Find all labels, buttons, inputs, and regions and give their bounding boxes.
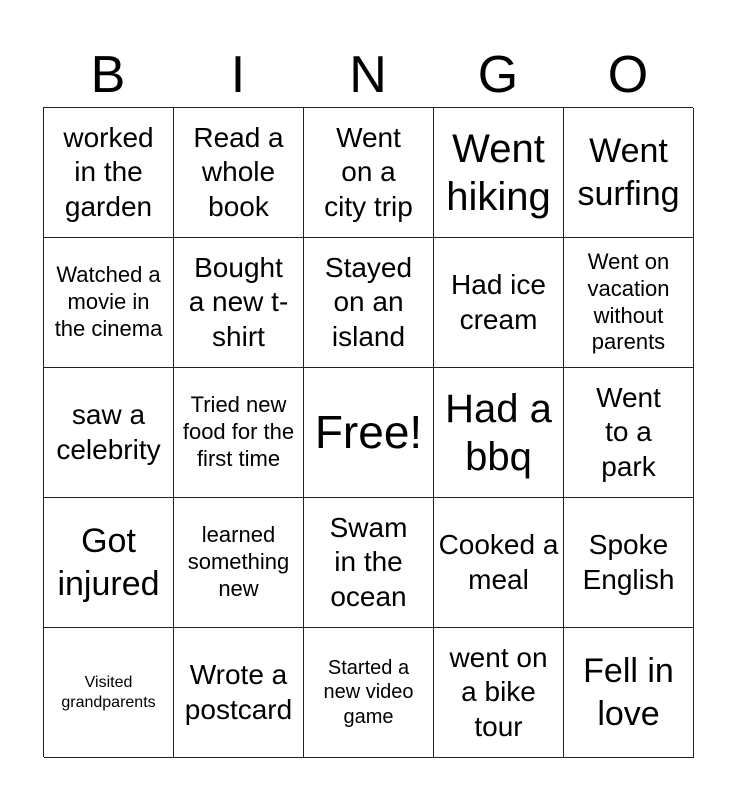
header-letter-i: I [230, 46, 246, 104]
cell-text: Went hiking [446, 126, 551, 219]
cell-text: Had a bbq [445, 386, 552, 479]
bingo-cell[interactable] [434, 108, 564, 238]
header-letter-n: N [349, 46, 387, 104]
cell-text: Went on a city trip [324, 122, 413, 222]
cell-text: Went on vacation without parents [587, 248, 670, 355]
header-letter-o: O [607, 46, 649, 104]
header-letter-b: B [90, 46, 126, 104]
cell-text: Went surfing [577, 132, 680, 213]
bingo-cell[interactable] [174, 238, 304, 368]
bingo-cell[interactable] [434, 238, 564, 368]
bingo-cell[interactable] [174, 108, 304, 238]
cell-text: Read a whole book [193, 122, 284, 222]
free-text: Free! [314, 406, 423, 459]
cell-text: Bought a new t-shirt [188, 252, 289, 352]
bingo-cell[interactable] [44, 238, 174, 368]
bingo-board [43, 107, 693, 757]
cell-text: Started a new video game [323, 656, 414, 728]
bingo-cell[interactable] [174, 628, 304, 758]
bingo-cell[interactable] [304, 238, 434, 368]
cell-text: Cooked a meal [438, 529, 559, 595]
bingo-cell[interactable] [304, 108, 434, 238]
bingo-cell[interactable] [564, 628, 694, 758]
free-space[interactable] [304, 368, 434, 498]
bingo-cell[interactable] [434, 628, 564, 758]
cell-text: Fell in love [583, 652, 674, 733]
bingo-cell[interactable] [44, 368, 174, 498]
cell-text: Swam in the ocean [329, 512, 408, 612]
cell-text: Spoke English [582, 529, 675, 595]
header-letter-g: G [477, 46, 519, 104]
cell-text: Got injured [57, 522, 160, 603]
bingo-cell[interactable] [434, 368, 564, 498]
cell-text: Visited grandparents [61, 673, 156, 711]
cell-text: learned something new [187, 522, 290, 601]
bingo-cell[interactable] [44, 498, 174, 628]
bingo-cell[interactable] [174, 368, 304, 498]
bingo-header [43, 44, 693, 106]
bingo-cell[interactable] [304, 628, 434, 758]
cell-text: Stayed on an island [324, 252, 413, 352]
bingo-cell[interactable] [564, 498, 694, 628]
bingo-cell[interactable] [564, 368, 694, 498]
cell-text: Had ice cream [451, 269, 546, 335]
bingo-cell[interactable] [564, 108, 694, 238]
cell-text: saw a celebrity [56, 399, 161, 465]
bingo-cell[interactable] [174, 498, 304, 628]
bingo-cell[interactable] [44, 108, 174, 238]
bingo-cell[interactable] [434, 498, 564, 628]
cell-text: Went to a park [596, 382, 661, 482]
cell-text: Wrote a postcard [184, 659, 293, 725]
cell-text: Tried new food for the first time [182, 392, 295, 471]
cell-text: worked in the garden [63, 122, 154, 222]
cell-text: went on a bike tour [449, 642, 548, 742]
bingo-cell[interactable] [44, 628, 174, 758]
bingo-cell[interactable] [564, 238, 694, 368]
cell-text: Watched a movie in the cinema [54, 262, 163, 341]
bingo-cell[interactable] [304, 498, 434, 628]
